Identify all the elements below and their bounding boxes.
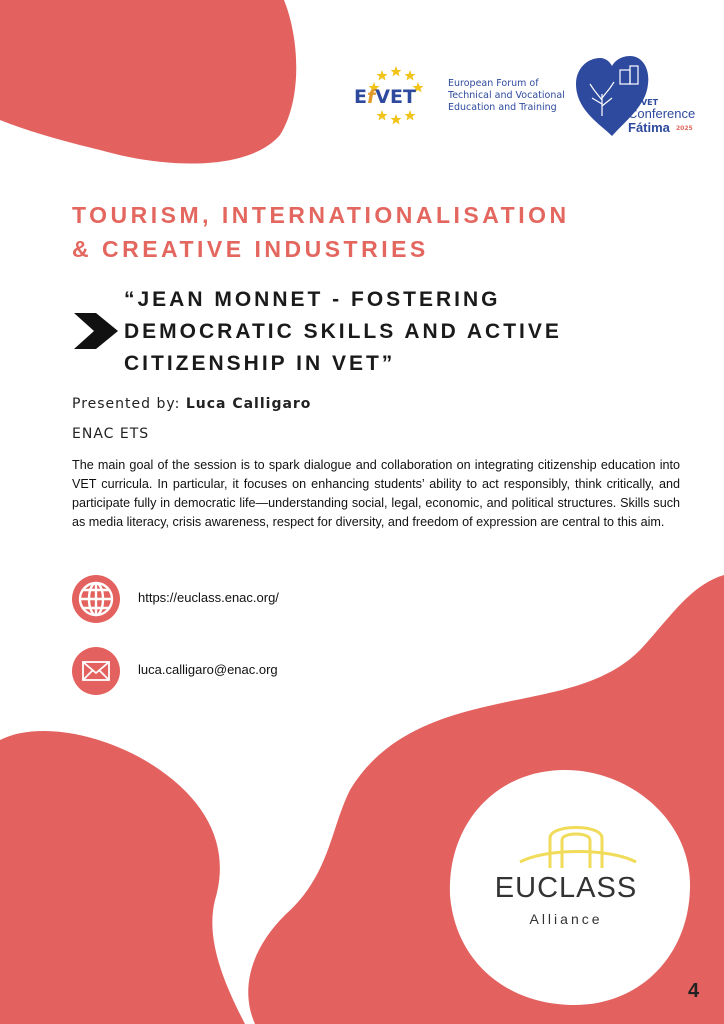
top-left-blob [0, 0, 296, 164]
track-heading: TOURISM, INTERNATIONALISATION & CREATIVE INDUSTRIES [72, 202, 570, 262]
envelope-icon [72, 647, 120, 695]
presenter-name: Luca Calligaro [185, 396, 312, 412]
session-description: The main goal of the session is to spark dialogue and collaboration on integrating citizenship education into VET curricula. In particular, it focuses on enhancing students’ ability to act responsibly, think critically, and participate fully in democratic life—understanding social, legal, economic, and political structures. Skills such as media literacy, crisis awareness, respect for diversity, and freedom of expression are central to this aim. [72, 458, 680, 529]
efvet-tagline: European Forum of Technical and Vocational Education and Training [448, 78, 565, 113]
email-link[interactable]: luca.calligaro@enac.org [138, 662, 278, 677]
page-number: 4 [688, 980, 700, 1002]
euclass-arch-icon [516, 820, 640, 870]
efvet-wordmark: EfVET [354, 86, 416, 108]
website-link[interactable]: https://euclass.enac.org/ [138, 590, 279, 605]
globe-icon [72, 575, 120, 623]
euclass-subtitle: Alliance [529, 911, 603, 927]
bottom-left-blob [0, 731, 245, 1024]
chevron-arrow-icon [74, 313, 118, 349]
conference-logo: EfVET Conference Fátima 2025 [572, 54, 700, 138]
session-title: “JEAN MONNET - FOSTERING DEMOCRATIC SKILLS AND ACTIVE CITIZENSHIP IN VET” [124, 288, 562, 375]
organisation: ENAC ETS [72, 426, 150, 442]
presenter-line: Presented by: Luca Calligaro [72, 396, 312, 412]
euclass-name: EUCLASS [494, 872, 638, 904]
efvet-logo [352, 64, 565, 128]
